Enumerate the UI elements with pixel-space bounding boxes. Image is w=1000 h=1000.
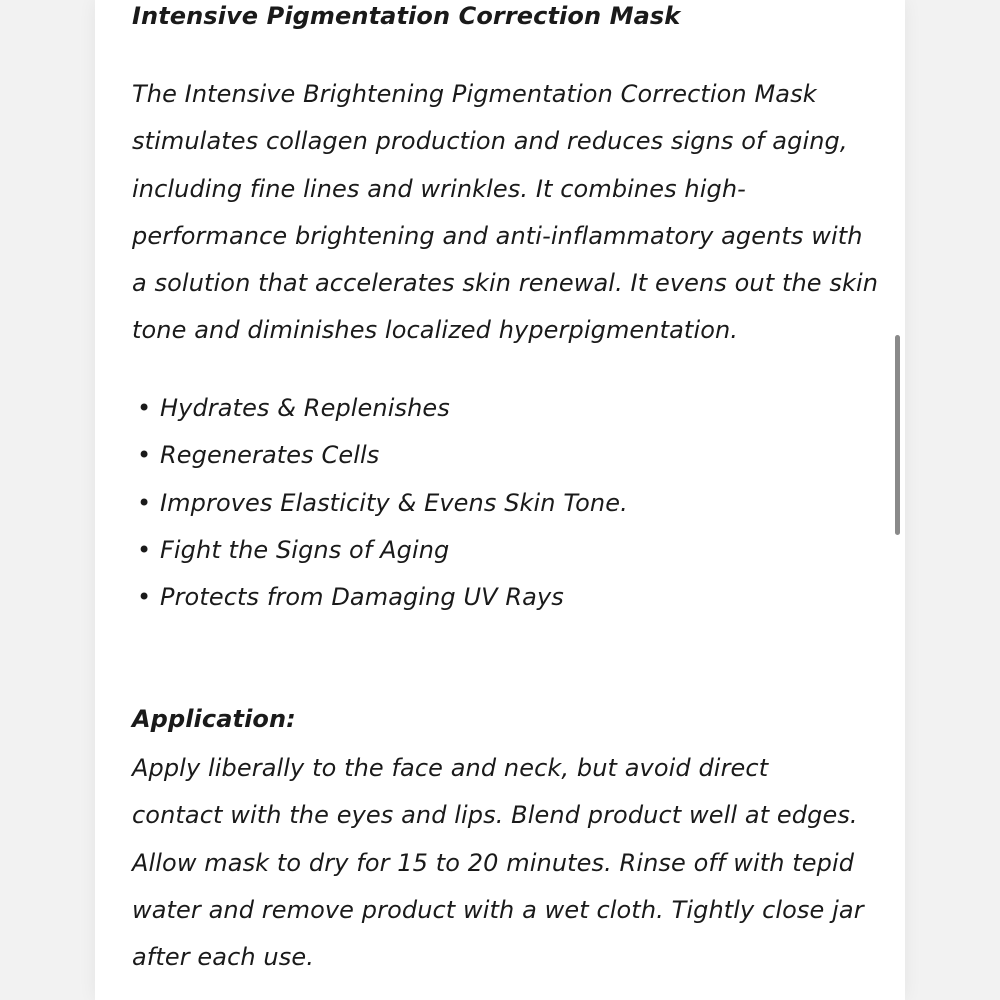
description-line: a solution that accelerates skin renewal. It evens out the skin	[132, 269, 879, 298]
application-line: contact with the eyes and lips. Blend product well at edges.	[132, 801, 858, 830]
benefit-item	[132, 385, 628, 432]
benefit-item	[132, 480, 628, 527]
bullet-icon: •	[137, 394, 152, 422]
application-line: after each use.	[132, 943, 314, 972]
bullet-icon: •	[137, 535, 152, 564]
product-page	[95, 0, 905, 1000]
benefit-label: Fight the Signs of Aging	[160, 535, 450, 564]
benefit-label: Improves Elasticity & Evens Skin Tone.	[160, 488, 628, 517]
bullet-icon: •	[137, 441, 152, 470]
benefit-label: Hydrates & Replenishes	[160, 394, 450, 422]
application-line: Allow mask to dry for 15 to 20 minutes. Rinse off with tepid	[132, 848, 855, 877]
bullet-icon: •	[137, 583, 152, 612]
application-text	[132, 745, 864, 981]
product-title: Intensive Pigmentation Correction Mask	[132, 2, 681, 30]
benefit-item	[132, 432, 628, 479]
description-line: tone and diminishes localized hyperpigmentation.	[132, 316, 739, 345]
benefits-list	[132, 385, 628, 621]
product-description	[132, 71, 879, 355]
benefit-label: Protects from Damaging UV Rays	[160, 583, 564, 612]
scrollbar-thumb[interactable]	[895, 335, 900, 535]
description-line: including fine lines and wrinkles. It combines high-	[132, 174, 746, 203]
benefit-item	[132, 574, 628, 621]
description-line: The Intensive Brightening Pigmentation Correction Mask	[132, 80, 817, 108]
benefit-label: Regenerates Cells	[160, 441, 380, 470]
application-line: water and remove product with a wet cloth. Tightly close jar	[132, 895, 864, 924]
benefit-item	[132, 527, 628, 574]
application-line: Apply liberally to the face and neck, but avoid direct	[132, 754, 769, 782]
application-heading: Application:	[132, 705, 296, 733]
bullet-icon: •	[137, 488, 152, 517]
description-line: stimulates collagen production and reduces signs of aging,	[132, 127, 848, 156]
description-line: performance brightening and anti-inflammatory agents with	[132, 221, 863, 250]
